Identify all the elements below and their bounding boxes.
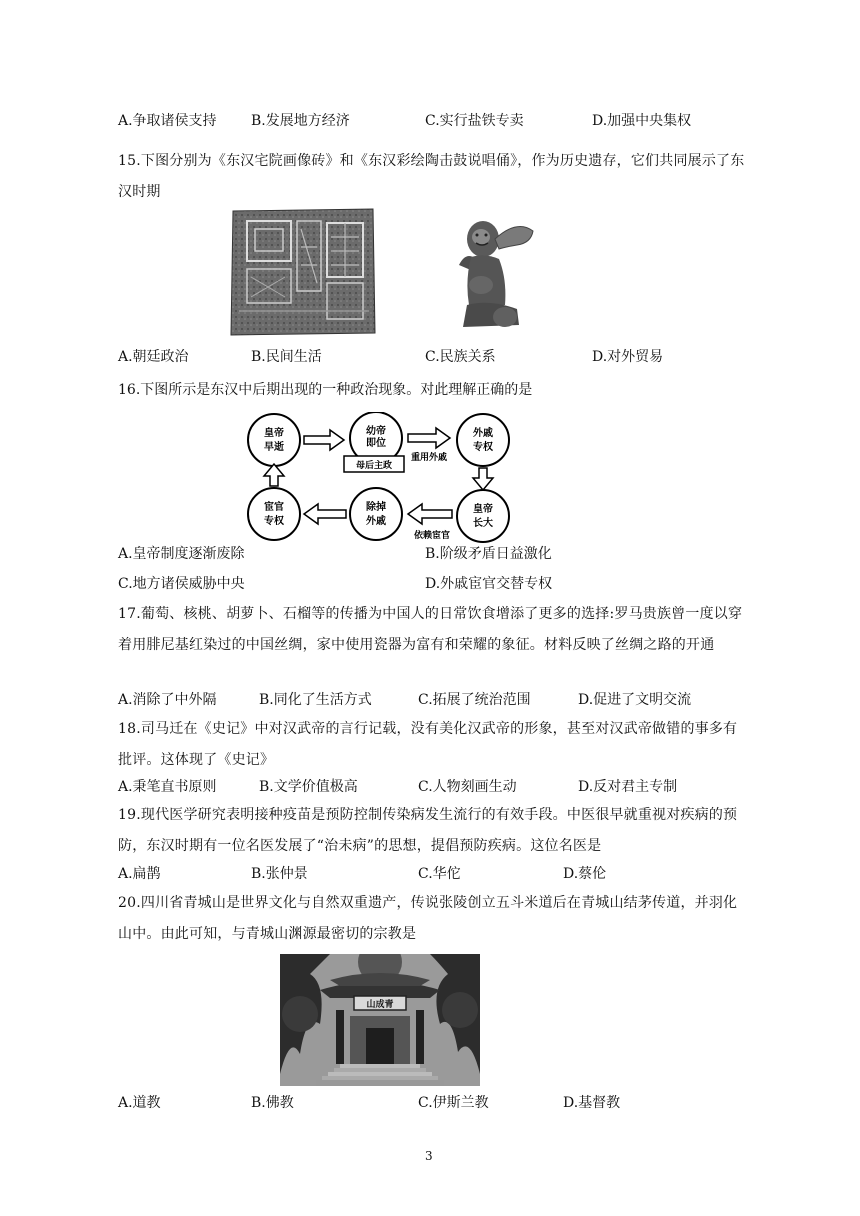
q17-option-d: D.促进了文明交流 (578, 692, 692, 708)
q20-option-c: C.伊斯兰教 (418, 1095, 489, 1111)
q15-stem: 15.下图分别为《东汉宅院画像砖》和《东汉彩绘陶击鼓说唱俑》，作为历史遗存，它们共同展示了东汉时期 (118, 153, 745, 200)
node-text: 即位 (366, 438, 386, 449)
node-text: 除掉 (366, 502, 386, 513)
q15-option-d: D.对外贸易 (592, 349, 664, 365)
node-text: 皇帝 (264, 428, 284, 439)
node-emperor-early-death (248, 414, 300, 466)
arrow-label-top: 重用外戚 (410, 453, 448, 463)
q18-option-c: C.人物刻画生动 (418, 779, 517, 795)
politics-cycle-diagram (238, 412, 518, 544)
q20-option-d: D.基督教 (563, 1095, 621, 1111)
q19-option-a: A.扁鹊 (118, 866, 161, 882)
qingcheng-gate-image (280, 954, 480, 1086)
arrow-up (264, 464, 284, 486)
q20-option-a: A.道教 (118, 1095, 161, 1111)
q20-option-b: B.佛教 (251, 1095, 294, 1111)
arrow-left-2 (304, 504, 346, 524)
node-text: 宦官 (264, 502, 284, 513)
node-text: 长大 (473, 518, 493, 529)
q15-option-b: B.民间生活 (251, 349, 322, 365)
node-text: 幼帝 (366, 426, 386, 437)
arrow-left-1 (408, 504, 452, 524)
arrow-right-1 (304, 430, 344, 450)
q14-option-d: D.加强中央集权 (592, 113, 692, 129)
q17-option-b: B.同化了生活方式 (259, 692, 372, 708)
q18-option-a: A.秉笔直书原则 (118, 779, 217, 795)
gate-sign-text: 山成青 (366, 1000, 394, 1010)
q19-option-d: D.蔡伦 (563, 866, 607, 882)
node-text: 早逝 (264, 442, 284, 453)
node-eunuch-power (248, 488, 300, 540)
node-text: 皇帝 (473, 504, 493, 515)
q18-option-d: D.反对君主专制 (578, 779, 678, 795)
node-emperor-grows-up (457, 490, 509, 542)
box-text: 母后主政 (355, 461, 393, 471)
q16-option-d: D.外戚宦官交替专权 (425, 576, 553, 592)
q20-stem: 20.四川省青城山是世界文化与自然双重遗产，传说张陵创立五斗米道后在青城山结茅传道，并羽化山中。由此可知，与青城山渊源最密切的宗教是 (118, 895, 738, 942)
node-text: 专权 (264, 516, 284, 527)
drummer-figurine-image (455, 209, 537, 331)
node-text: 专权 (473, 442, 493, 453)
node-text: 外戚 (366, 516, 386, 527)
arrow-label-bottom: 依赖宦官 (413, 531, 451, 541)
q19-option-b: B.张仲景 (251, 866, 308, 882)
q14-option-c: C.实行盐铁专卖 (425, 113, 524, 129)
q14-option-b: B.发展地方经济 (251, 113, 350, 129)
q17-option-a: A.消除了中外隔 (118, 692, 217, 708)
q16-option-b: B.阶级矛盾日益激化 (425, 546, 552, 562)
q15-option-a: A.朝廷政治 (118, 349, 189, 365)
q19-stem: 19.现代医学研究表明接种疫苗是预防控制传染病发生流行的有效手段。中医很早就重视对疾病的预防，东汉时期有一位名医发展了“治未病”的思想，提倡预防疾病。这位名医是 (118, 807, 738, 854)
brick-relief-image (229, 207, 377, 337)
q17-option-c: C.拓展了统治范围 (418, 692, 531, 708)
node-consort-kin-power (457, 414, 509, 466)
node-remove-consort-kin (350, 488, 402, 540)
q16-option-c: C.地方诸侯威胁中央 (118, 576, 245, 592)
arrow-down (473, 468, 493, 490)
arrow-right-2 (408, 428, 450, 448)
node-text: 外戚 (473, 428, 493, 439)
q19-option-c: C.华佗 (418, 866, 461, 882)
q15-option-c: C.民族关系 (425, 349, 496, 365)
q16-stem: 16.下图所示是东汉中后期出现的一种政治现象。对此理解正确的是 (118, 382, 533, 398)
page-number: 3 (425, 1149, 433, 1163)
q18-option-b: B.文学价值极高 (259, 779, 358, 795)
q18-stem: 18.司马迁在《史记》中对汉武帝的言行记载，没有美化汉武帝的形象，甚至对汉武帝做错的事多有批评。这体现了《史记》 (118, 721, 738, 768)
q17-stem: 17.葡萄、核桃、胡萝卜、石榴等的传播为中国人的日常饮食增添了更多的选择:罗马贵族曾一度以穿着用腓尼基红染过的中国丝绸，家中使用瓷器为富有和荣耀的象征。材料反映了丝绸之路的开通 (118, 606, 743, 653)
q16-option-a: A.皇帝制度逐渐废除 (118, 546, 245, 562)
q14-option-a: A.争取诸侯支持 (118, 113, 217, 129)
